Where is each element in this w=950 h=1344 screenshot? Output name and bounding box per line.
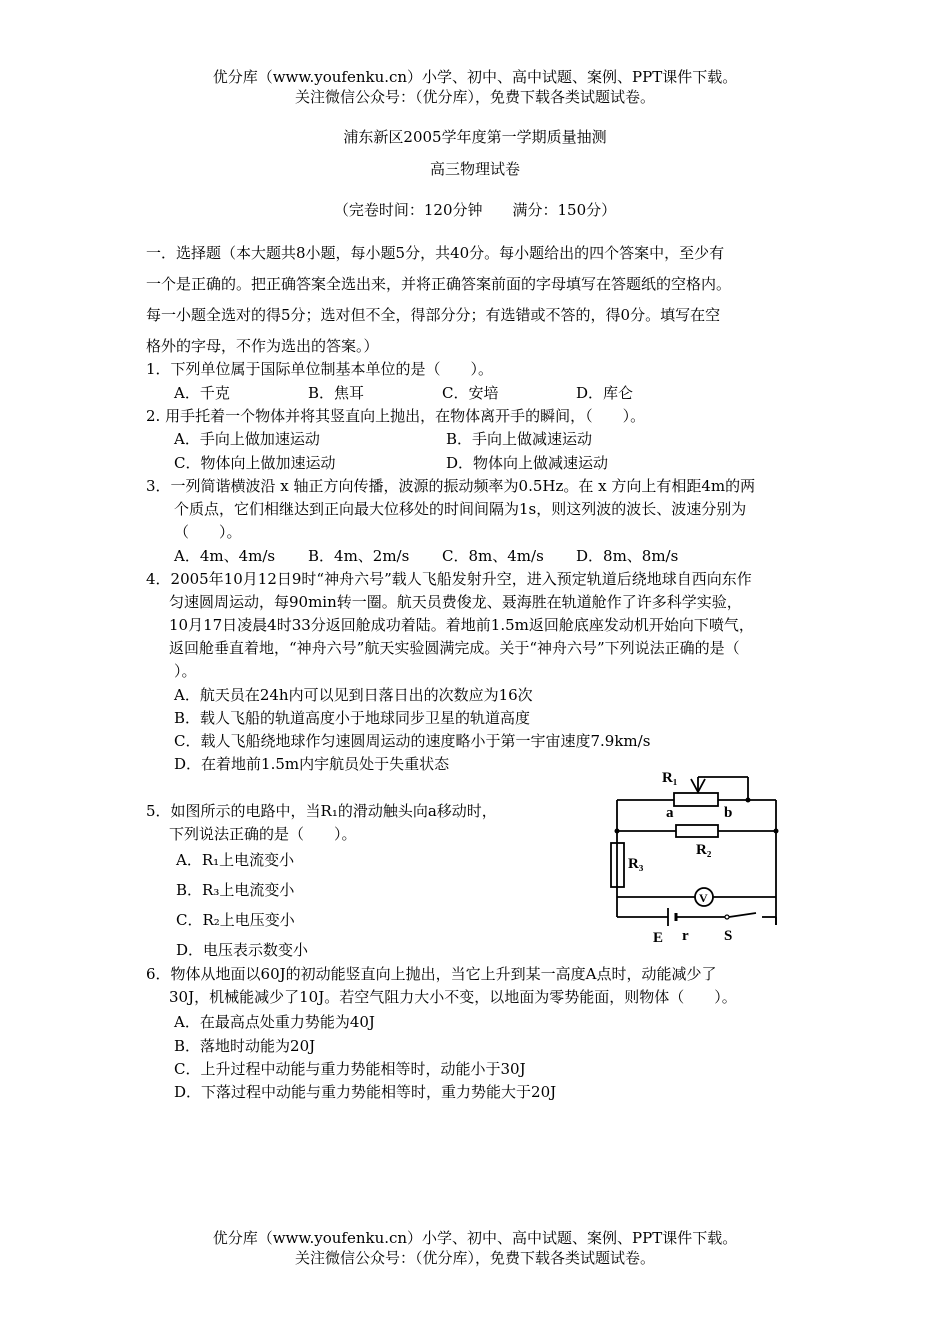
label-r3: R₃	[628, 856, 644, 872]
label-e: E	[653, 930, 664, 946]
instruction-line: 一个是正确的。把正确答案全选出来，并将正确答案前面的字母填写在答题纸的空格内。	[146, 275, 732, 293]
instruction-line: 格外的字母，不作为选出的答案。）	[146, 337, 379, 355]
question-6-option-c: C．上升过程中动能与重力势能相等时，动能小于30J	[174, 1060, 526, 1078]
question-2-options-row1	[174, 429, 718, 449]
option-a: A．千克	[174, 384, 230, 402]
switch-lever	[729, 913, 756, 917]
instruction-line: 每一小题全选对的得5分；选对但不全，得部分分；有选错或不答的，得0分。填写在空	[146, 306, 721, 324]
page-header	[0, 67, 950, 107]
junction-dot	[615, 829, 620, 834]
question-5-stem-line: 下列说法正确的是（ ）。	[169, 825, 357, 843]
header-line-2: 关注微信公众号：（优分库），免费下载各类试题试卷。	[294, 88, 655, 106]
question-5-stem-line: 5．如图所示的电路中，当R₁的滑动触头向a移动时，	[146, 802, 497, 820]
junction-dot	[746, 798, 751, 803]
question-5-option-d: D．电压表示数变小	[176, 941, 309, 959]
option-c: C．物体向上做加速运动	[174, 454, 336, 472]
option-c: C．安培	[442, 384, 499, 402]
instruction-line: 一．选择题（本大题共8小题，每小题5分，共40分。每小题给出的四个答案中，至少有	[146, 244, 725, 262]
junction-dot	[774, 829, 779, 834]
question-3-stem-line: 3．一列简谐横波沿 x 轴正方向传播，波源的振动频率为0.5Hz。在 x 方向上有相距4m的两	[146, 477, 756, 495]
question-2-options-row2	[174, 453, 718, 473]
question-6-stem-line: 6．物体从地面以60J的初动能竖直向上抛出，当它上升到某一高度A点时，动能减少了	[146, 965, 717, 983]
option-a: A．4m、4m/s	[174, 547, 276, 565]
option-b: B．焦耳	[308, 384, 365, 402]
question-6-stem-line: 30J，机械能减少了10J。若空气阻力大小不变，以地面为零势能面，则物体（ ）。	[169, 988, 737, 1006]
question-5-option-b: B．R₃上电流变小	[176, 881, 295, 899]
footer-line-2: 关注微信公众号：（优分库），免费下载各类试题试卷。	[294, 1249, 655, 1267]
exam-title: 浦东新区2005学年度第一学期质量抽测	[343, 128, 607, 146]
question-5-option-a: A．R₁上电流变小	[176, 851, 295, 869]
question-1-stem: 1．下列单位属于国际单位制基本单位的是（ ）。	[146, 360, 494, 378]
question-4-stem-line: 匀速圆周运动，每90min转一圈。航天员费俊龙、聂海胜在轨道舱作了许多科学实验，	[169, 593, 742, 611]
exam-time-info: （完卷时间：120分钟 满分：150分）	[333, 201, 617, 219]
switch-contact	[725, 915, 729, 919]
question-3-options	[174, 546, 710, 566]
page-footer	[0, 1228, 950, 1268]
label-r1: R₁	[662, 770, 678, 786]
exam-subtitle: 高三物理试卷	[429, 160, 520, 178]
question-1-options	[174, 383, 710, 403]
question-6-option-a: A．在最高点处重力势能为40J	[174, 1013, 375, 1031]
label-r: r	[682, 928, 689, 944]
option-d: D．8m、8m/s	[576, 547, 679, 565]
label-a: a	[666, 805, 674, 821]
question-4-option-d: D．在着地前1.5m内宇航员处于失重状态	[174, 755, 450, 773]
section-instructions	[146, 238, 731, 362]
option-d: D．库仑	[576, 384, 634, 402]
option-b: B．手向上做减速运动	[446, 430, 593, 448]
question-4-stem-line: 返回舱垂直着地，“神舟六号”航天实验圆满完成。关于“神舟六号”下列说法正确的是（	[169, 639, 740, 657]
question-4-option-c: C．载人飞船绕地球作匀速圆周运动的速度略小于第一宇宙速度7.9km/s	[174, 732, 651, 750]
label-r2: R₂	[696, 842, 712, 858]
question-2-stem: 2. 用手托着一个物体并将其竖直向上抛出，在物体离开手的瞬间，（ ）。	[146, 407, 646, 425]
question-4-stem-line: 10月17日凌晨4时33分返回舱成功着陆。着地前1.5m返回舱底座发动机开始向下喷气，	[169, 616, 754, 634]
question-4-stem-line: ）。	[174, 662, 197, 680]
footer-line-1: 优分库（www.youfenku.cn）小学、初中、高中试题、案例、PPT课件下载。	[212, 1229, 738, 1247]
question-5-option-c: C．R₂上电压变小	[176, 911, 295, 929]
question-6-option-b: B．落地时动能为20J	[174, 1037, 316, 1055]
question-6-option-d: D．下落过程中动能与重力势能相等时，重力势能大于20J	[174, 1083, 557, 1101]
question-4-option-b: B．载人飞船的轨道高度小于地球同步卫星的轨道高度	[174, 709, 531, 727]
label-b: b	[724, 805, 733, 821]
question-3-stem-line: （ ）。	[174, 523, 242, 541]
option-a: A．手向上做加速运动	[174, 430, 320, 448]
question-4-stem-line: 4．2005年10月12日9时“神舟六号”载人飞船发射升空，进入预定轨道后绕地球自西向东作	[146, 570, 752, 588]
label-s: S	[724, 928, 733, 944]
r2-resistor	[676, 825, 718, 837]
option-b: B．4m、2m/s	[308, 547, 410, 565]
option-c: C．8m、4m/s	[442, 547, 544, 565]
circuit-diagram	[600, 765, 800, 950]
question-3-stem-line: 个质点，它们相继达到正向最大位移处的时间间隔为1s，则这列波的波长、波速分别为	[174, 500, 747, 518]
header-line-1: 优分库（www.youfenku.cn）小学、初中、高中试题、案例、PPT课件下载。	[212, 68, 738, 86]
option-d: D．物体向上做减速运动	[446, 454, 609, 472]
r1-resistor	[674, 793, 718, 806]
label-voltmeter: V	[699, 891, 708, 905]
question-4-option-a: A．航天员在24h内可以见到日落日出的次数应为16次	[174, 686, 533, 704]
